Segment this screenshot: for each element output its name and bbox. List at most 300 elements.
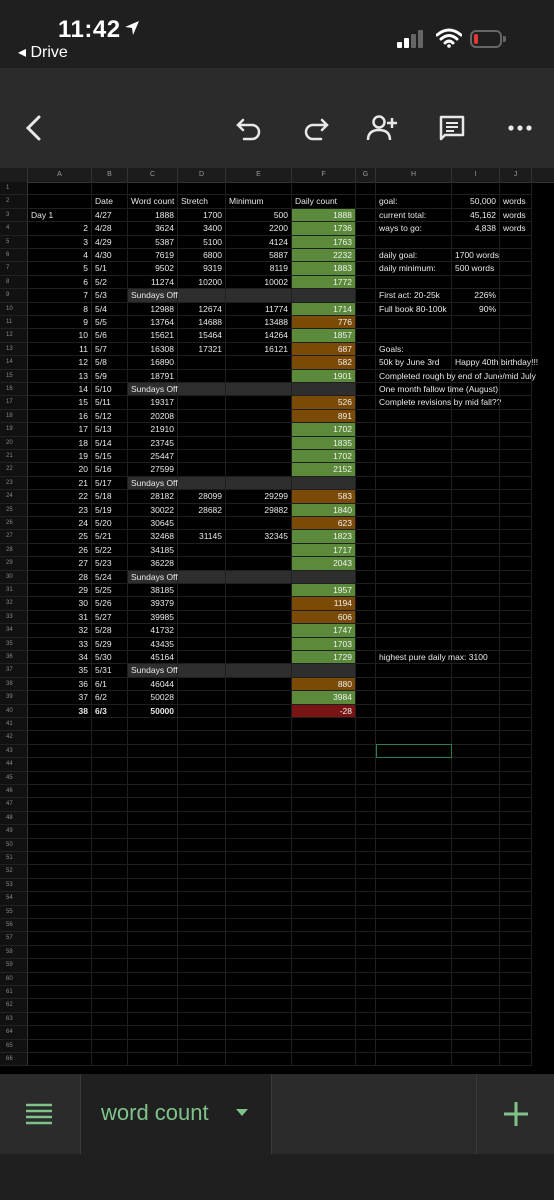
cell-g53[interactable] (356, 879, 376, 892)
cell-c13[interactable]: 16308 (128, 343, 178, 356)
cell-g65[interactable] (356, 1040, 376, 1053)
cell-j42[interactable] (500, 731, 532, 744)
cell-d60[interactable] (178, 973, 226, 986)
cell-e46[interactable] (226, 785, 292, 798)
cell-b35[interactable]: 5/29 (92, 638, 128, 651)
cell-g16[interactable] (356, 383, 376, 396)
cell-g64[interactable] (356, 1026, 376, 1039)
cell-e1[interactable] (226, 182, 292, 195)
cell-i21[interactable] (452, 450, 500, 463)
cell-e7[interactable]: 8119 (226, 262, 292, 275)
row-number[interactable]: 66 (0, 1053, 28, 1066)
cell-e66[interactable] (226, 1053, 292, 1066)
cell-f50[interactable] (292, 839, 356, 852)
row-number[interactable]: 1 (0, 182, 28, 195)
cell-c8[interactable]: 11274 (128, 276, 178, 289)
row-number[interactable]: 57 (0, 932, 28, 945)
cell-f10[interactable]: 1714 (292, 303, 356, 316)
cell-d36[interactable] (178, 651, 226, 664)
cell-g56[interactable] (356, 919, 376, 932)
cell-h35[interactable] (376, 638, 452, 651)
cell-f23[interactable] (292, 477, 356, 490)
cell-b50[interactable] (92, 839, 128, 852)
cell-h20[interactable] (376, 437, 452, 450)
cell-h3[interactable]: current total: (376, 209, 452, 222)
cell-b40[interactable]: 6/3 (92, 705, 128, 718)
back-to-app-link[interactable]: ◂ Drive (18, 44, 68, 61)
cell-e58[interactable] (226, 946, 292, 959)
cell-i14[interactable]: Happy 40th birthday!!! (452, 356, 500, 369)
cell-g34[interactable] (356, 624, 376, 637)
cell-i63[interactable] (452, 1013, 500, 1026)
cell-f37[interactable] (292, 664, 356, 677)
cell-a50[interactable] (28, 839, 92, 852)
cell-i31[interactable] (452, 584, 500, 597)
row-number[interactable]: 4 (0, 222, 28, 235)
cell-a60[interactable] (28, 973, 92, 986)
cell-i62[interactable] (452, 999, 500, 1012)
cell-f18[interactable]: 891 (292, 410, 356, 423)
cell-b34[interactable]: 5/28 (92, 624, 128, 637)
cell-h7[interactable]: daily minimum: (376, 262, 452, 275)
cell-d61[interactable] (178, 986, 226, 999)
cell-h15[interactable]: Completed rough by end of June/mid July (376, 370, 452, 383)
row-number[interactable]: 58 (0, 946, 28, 959)
cell-f46[interactable] (292, 785, 356, 798)
cell-g59[interactable] (356, 959, 376, 972)
cell-f20[interactable]: 1835 (292, 437, 356, 450)
cell-g17[interactable] (356, 396, 376, 409)
cell-j7[interactable] (500, 262, 532, 275)
cell-j6[interactable] (500, 249, 532, 262)
column-header-b[interactable]: B (92, 168, 128, 182)
cell-c12[interactable]: 15621 (128, 329, 178, 342)
cell-b4[interactable]: 4/28 (92, 222, 128, 235)
cell-i5[interactable] (452, 236, 500, 249)
cell-j9[interactable] (500, 289, 532, 302)
cell-d43[interactable] (178, 745, 226, 758)
cell-b32[interactable]: 5/26 (92, 597, 128, 610)
cell-f52[interactable] (292, 865, 356, 878)
cell-j40[interactable] (500, 705, 532, 718)
cell-c65[interactable] (128, 1040, 178, 1053)
cell-b33[interactable]: 5/27 (92, 611, 128, 624)
cell-j58[interactable] (500, 946, 532, 959)
cell-g51[interactable] (356, 852, 376, 865)
cell-c41[interactable] (128, 718, 178, 731)
cell-g60[interactable] (356, 973, 376, 986)
cell-i43[interactable] (452, 745, 500, 758)
cell-a23[interactable]: 21 (28, 477, 92, 490)
cell-h66[interactable] (376, 1053, 452, 1066)
cell-g58[interactable] (356, 946, 376, 959)
cell-h18[interactable] (376, 410, 452, 423)
cell-b3[interactable]: 4/27 (92, 209, 128, 222)
cell-b5[interactable]: 4/29 (92, 236, 128, 249)
cell-i44[interactable] (452, 758, 500, 771)
cell-a9[interactable]: 7 (28, 289, 92, 302)
cell-b21[interactable]: 5/15 (92, 450, 128, 463)
cell-d15[interactable] (178, 370, 226, 383)
selected-cell[interactable] (376, 744, 452, 758)
cell-f34[interactable]: 1747 (292, 624, 356, 637)
cell-e22[interactable] (226, 463, 292, 476)
cell-e65[interactable] (226, 1040, 292, 1053)
cell-g55[interactable] (356, 906, 376, 919)
cell-c16[interactable]: Sundays Off (128, 383, 178, 396)
cell-g45[interactable] (356, 772, 376, 785)
cell-c57[interactable] (128, 932, 178, 945)
row-number[interactable]: 39 (0, 691, 28, 704)
back-arrow-icon[interactable] (14, 108, 54, 148)
row-number[interactable]: 44 (0, 758, 28, 771)
cell-i46[interactable] (452, 785, 500, 798)
cell-c7[interactable]: 9502 (128, 262, 178, 275)
cell-c51[interactable] (128, 852, 178, 865)
cell-f62[interactable] (292, 999, 356, 1012)
sheet-tab-word-count[interactable] (80, 1074, 272, 1154)
cell-i18[interactable] (452, 410, 500, 423)
cell-c50[interactable] (128, 839, 178, 852)
cell-i39[interactable] (452, 691, 500, 704)
row-number[interactable]: 55 (0, 906, 28, 919)
row-number[interactable]: 27 (0, 530, 28, 543)
cell-g41[interactable] (356, 718, 376, 731)
column-header-d[interactable]: D (178, 168, 226, 182)
cell-h29[interactable] (376, 557, 452, 570)
cell-j11[interactable] (500, 316, 532, 329)
cell-h14[interactable]: 50k by June 3rd (376, 356, 452, 369)
row-number[interactable]: 53 (0, 879, 28, 892)
cell-h54[interactable] (376, 892, 452, 905)
cell-c22[interactable]: 27599 (128, 463, 178, 476)
cell-a49[interactable] (28, 825, 92, 838)
cell-c48[interactable] (128, 812, 178, 825)
cell-g47[interactable] (356, 798, 376, 811)
cell-d55[interactable] (178, 906, 226, 919)
cell-e25[interactable]: 29882 (226, 504, 292, 517)
cell-f21[interactable]: 1702 (292, 450, 356, 463)
cell-e42[interactable] (226, 731, 292, 744)
cell-e64[interactable] (226, 1026, 292, 1039)
cell-c14[interactable]: 16890 (128, 356, 178, 369)
cell-e54[interactable] (226, 892, 292, 905)
cell-b56[interactable] (92, 919, 128, 932)
cell-c38[interactable]: 46044 (128, 678, 178, 691)
cell-d46[interactable] (178, 785, 226, 798)
cell-d47[interactable] (178, 798, 226, 811)
row-number[interactable]: 25 (0, 504, 28, 517)
cell-a31[interactable]: 29 (28, 584, 92, 597)
cell-e8[interactable]: 10002 (226, 276, 292, 289)
cell-d42[interactable] (178, 731, 226, 744)
cell-j17[interactable] (500, 396, 532, 409)
cell-a64[interactable] (28, 1026, 92, 1039)
cell-e28[interactable] (226, 544, 292, 557)
cell-a8[interactable]: 6 (28, 276, 92, 289)
cell-j53[interactable] (500, 879, 532, 892)
cell-j31[interactable] (500, 584, 532, 597)
cell-c23[interactable]: Sundays Off (128, 477, 178, 490)
cell-j26[interactable] (500, 517, 532, 530)
cell-d34[interactable] (178, 624, 226, 637)
cell-g24[interactable] (356, 490, 376, 503)
cell-a39[interactable]: 37 (28, 691, 92, 704)
cell-h12[interactable] (376, 329, 452, 342)
cell-c24[interactable]: 28182 (128, 490, 178, 503)
cell-h53[interactable] (376, 879, 452, 892)
cell-e21[interactable] (226, 450, 292, 463)
column-header-f[interactable]: F (292, 168, 356, 182)
cell-a38[interactable]: 36 (28, 678, 92, 691)
cell-a48[interactable] (28, 812, 92, 825)
cell-c59[interactable] (128, 959, 178, 972)
cell-j25[interactable] (500, 504, 532, 517)
row-number[interactable]: 32 (0, 597, 28, 610)
cell-i48[interactable] (452, 812, 500, 825)
cell-j2[interactable]: words (500, 195, 532, 208)
cell-e40[interactable] (226, 705, 292, 718)
cell-b26[interactable]: 5/20 (92, 517, 128, 530)
cell-b8[interactable]: 5/2 (92, 276, 128, 289)
cell-j22[interactable] (500, 463, 532, 476)
cell-j51[interactable] (500, 852, 532, 865)
cell-d26[interactable] (178, 517, 226, 530)
cell-i60[interactable] (452, 973, 500, 986)
cell-b14[interactable]: 5/8 (92, 356, 128, 369)
cell-i50[interactable] (452, 839, 500, 852)
cell-c53[interactable] (128, 879, 178, 892)
cell-e27[interactable]: 32345 (226, 530, 292, 543)
cell-j50[interactable] (500, 839, 532, 852)
cell-g12[interactable] (356, 329, 376, 342)
cell-g62[interactable] (356, 999, 376, 1012)
cell-e44[interactable] (226, 758, 292, 771)
all-sheets-menu-icon[interactable] (24, 1100, 54, 1128)
cell-a40[interactable]: 38 (28, 705, 92, 718)
cell-h25[interactable] (376, 504, 452, 517)
row-number[interactable]: 24 (0, 490, 28, 503)
cell-e10[interactable]: 11774 (226, 303, 292, 316)
cell-f64[interactable] (292, 1026, 356, 1039)
cell-b25[interactable]: 5/19 (92, 504, 128, 517)
cell-j65[interactable] (500, 1040, 532, 1053)
cell-h46[interactable] (376, 785, 452, 798)
cell-b61[interactable] (92, 986, 128, 999)
cell-a13[interactable]: 11 (28, 343, 92, 356)
cell-j23[interactable] (500, 477, 532, 490)
cell-g57[interactable] (356, 932, 376, 945)
cell-h56[interactable] (376, 919, 452, 932)
cell-e37[interactable] (226, 664, 292, 677)
cell-f9[interactable] (292, 289, 356, 302)
chevron-down-icon[interactable] (236, 1109, 248, 1116)
cell-e50[interactable] (226, 839, 292, 852)
cell-e51[interactable] (226, 852, 292, 865)
cell-j18[interactable] (500, 410, 532, 423)
row-number[interactable]: 33 (0, 611, 28, 624)
cell-c31[interactable]: 38185 (128, 584, 178, 597)
cell-g31[interactable] (356, 584, 376, 597)
cell-a21[interactable]: 19 (28, 450, 92, 463)
cell-h8[interactable] (376, 276, 452, 289)
row-number[interactable]: 11 (0, 316, 28, 329)
cell-d52[interactable] (178, 865, 226, 878)
cell-e45[interactable] (226, 772, 292, 785)
row-number[interactable]: 65 (0, 1040, 28, 1053)
cell-e34[interactable] (226, 624, 292, 637)
cell-f7[interactable]: 1883 (292, 262, 356, 275)
cell-d51[interactable] (178, 852, 226, 865)
column-header-j[interactable]: J (500, 168, 532, 182)
cell-a47[interactable] (28, 798, 92, 811)
row-number[interactable]: 21 (0, 450, 28, 463)
cell-c15[interactable]: 18791 (128, 370, 178, 383)
cell-b47[interactable] (92, 798, 128, 811)
cell-f15[interactable]: 1901 (292, 370, 356, 383)
cell-f42[interactable] (292, 731, 356, 744)
cell-h11[interactable] (376, 316, 452, 329)
cell-d35[interactable] (178, 638, 226, 651)
row-number[interactable]: 60 (0, 973, 28, 986)
cell-j8[interactable] (500, 276, 532, 289)
cell-a37[interactable]: 35 (28, 664, 92, 677)
cell-f31[interactable]: 1957 (292, 584, 356, 597)
cell-c55[interactable] (128, 906, 178, 919)
cell-c10[interactable]: 12988 (128, 303, 178, 316)
cell-b54[interactable] (92, 892, 128, 905)
cell-g54[interactable] (356, 892, 376, 905)
cell-b9[interactable]: 5/3 (92, 289, 128, 302)
cell-a33[interactable]: 31 (28, 611, 92, 624)
cell-d23[interactable] (178, 477, 226, 490)
cell-i56[interactable] (452, 919, 500, 932)
cell-h63[interactable] (376, 1013, 452, 1026)
cell-i36[interactable] (452, 651, 500, 664)
cell-f40[interactable]: -28 (292, 705, 356, 718)
cell-a16[interactable]: 14 (28, 383, 92, 396)
cell-h16[interactable]: One month fallow time (August) (376, 383, 452, 396)
cell-h57[interactable] (376, 932, 452, 945)
cell-j35[interactable] (500, 638, 532, 651)
cell-f13[interactable]: 687 (292, 343, 356, 356)
cell-i52[interactable] (452, 865, 500, 878)
cell-i66[interactable] (452, 1053, 500, 1066)
cell-h62[interactable] (376, 999, 452, 1012)
cell-a27[interactable]: 25 (28, 530, 92, 543)
cell-b19[interactable]: 5/13 (92, 423, 128, 436)
cell-i1[interactable] (452, 182, 500, 195)
comment-icon[interactable] (432, 108, 472, 148)
cell-a41[interactable] (28, 718, 92, 731)
cell-e20[interactable] (226, 437, 292, 450)
cell-c43[interactable] (128, 745, 178, 758)
cell-h58[interactable] (376, 946, 452, 959)
cell-f41[interactable] (292, 718, 356, 731)
cell-d6[interactable]: 6800 (178, 249, 226, 262)
cell-c3[interactable]: 1888 (128, 209, 178, 222)
cell-h22[interactable] (376, 463, 452, 476)
cell-g33[interactable] (356, 611, 376, 624)
cell-g15[interactable] (356, 370, 376, 383)
cell-d53[interactable] (178, 879, 226, 892)
cell-d18[interactable] (178, 410, 226, 423)
cell-b23[interactable]: 5/17 (92, 477, 128, 490)
column-header-a[interactable]: A (28, 168, 92, 182)
cell-j61[interactable] (500, 986, 532, 999)
cell-d12[interactable]: 15464 (178, 329, 226, 342)
cell-f19[interactable]: 1702 (292, 423, 356, 436)
cell-g25[interactable] (356, 504, 376, 517)
cell-d59[interactable] (178, 959, 226, 972)
cell-i59[interactable] (452, 959, 500, 972)
cell-f59[interactable] (292, 959, 356, 972)
cell-d24[interactable]: 28099 (178, 490, 226, 503)
cell-i19[interactable] (452, 423, 500, 436)
cell-e32[interactable] (226, 597, 292, 610)
cell-e63[interactable] (226, 1013, 292, 1026)
cell-h13[interactable]: Goals: (376, 343, 452, 356)
cell-e30[interactable] (226, 571, 292, 584)
cell-e35[interactable] (226, 638, 292, 651)
cell-f1[interactable] (292, 182, 356, 195)
row-number[interactable]: 9 (0, 289, 28, 302)
cell-e48[interactable] (226, 812, 292, 825)
cell-j24[interactable] (500, 490, 532, 503)
row-number[interactable]: 18 (0, 410, 28, 423)
cell-c52[interactable] (128, 865, 178, 878)
cell-h49[interactable] (376, 825, 452, 838)
cell-b52[interactable] (92, 865, 128, 878)
cell-c49[interactable] (128, 825, 178, 838)
cell-g30[interactable] (356, 571, 376, 584)
cell-j32[interactable] (500, 597, 532, 610)
cell-e13[interactable]: 16121 (226, 343, 292, 356)
cell-d41[interactable] (178, 718, 226, 731)
cell-a45[interactable] (28, 772, 92, 785)
cell-h40[interactable] (376, 705, 452, 718)
cell-d44[interactable] (178, 758, 226, 771)
row-number[interactable]: 59 (0, 959, 28, 972)
row-number[interactable]: 37 (0, 664, 28, 677)
cell-f56[interactable] (292, 919, 356, 932)
cell-a24[interactable]: 22 (28, 490, 92, 503)
cell-f29[interactable]: 2043 (292, 557, 356, 570)
cell-b20[interactable]: 5/14 (92, 437, 128, 450)
cell-j39[interactable] (500, 691, 532, 704)
row-number[interactable]: 45 (0, 772, 28, 785)
cell-i54[interactable] (452, 892, 500, 905)
cell-g66[interactable] (356, 1053, 376, 1066)
cell-e41[interactable] (226, 718, 292, 731)
cell-f65[interactable] (292, 1040, 356, 1053)
row-number[interactable]: 56 (0, 919, 28, 932)
cell-j13[interactable] (500, 343, 532, 356)
cell-a53[interactable] (28, 879, 92, 892)
cell-g43[interactable] (356, 745, 376, 758)
cell-h44[interactable] (376, 758, 452, 771)
cell-e49[interactable] (226, 825, 292, 838)
cell-h51[interactable] (376, 852, 452, 865)
row-number[interactable]: 12 (0, 329, 28, 342)
cell-f60[interactable] (292, 973, 356, 986)
cell-h2[interactable]: goal: (376, 195, 452, 208)
cell-j66[interactable] (500, 1053, 532, 1066)
row-number[interactable]: 30 (0, 571, 28, 584)
cell-g13[interactable] (356, 343, 376, 356)
cell-c42[interactable] (128, 731, 178, 744)
cell-h28[interactable] (376, 544, 452, 557)
